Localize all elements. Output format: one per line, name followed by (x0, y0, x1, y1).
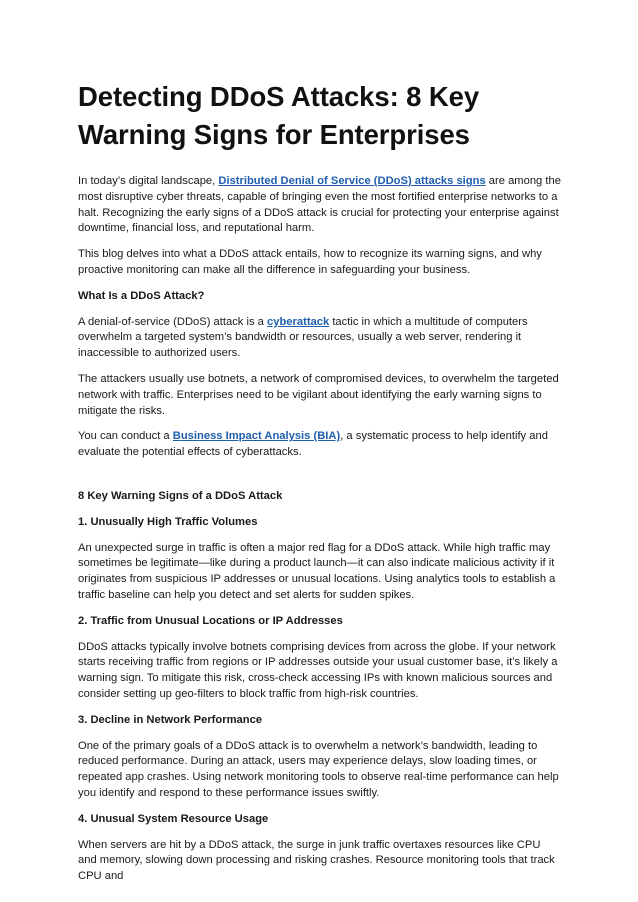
sign-4-heading: 4. Unusual System Resource Usage (78, 812, 269, 825)
bia-text-after-link: , a systematic process to help identify and evaluate the potential effects of cyberattacks. (78, 430, 548, 459)
section-spacer (78, 471, 562, 489)
intro-text-after-link: are among the most disruptive cyber threats, capable of bringing even the most fortified enterprise networks to a halt. Recognizing the early signs of a DDoS attack is crucial for protecting your enterprise against downtime, financial loss, and reputational harm. (78, 175, 561, 235)
intro-paragraph-2: This blog delves into what a DDoS attack entails, how to recognize its warning signs, and why proactive monitoring can make all the difference in safeguarding your business. (78, 248, 542, 276)
intro-text-before-link: In today’s digital landscape, (78, 175, 219, 187)
ddos-attacks-signs-link[interactable]: Distributed Denial of Service (DDoS) attacks signs (218, 175, 486, 187)
cyberattack-link[interactable]: cyberattack (267, 315, 330, 328)
what-is-text-after-link: tactic in which a multitude of computers overwhelm a targeted system’s bandwidth or resources, usually a web server, rendering it inaccessible to authorized users. (78, 315, 528, 360)
what-is-paragraph-2: The attackers usually use botnets, a network of compromised devices, to overwhelm the targeted network with traffic. Enterprises need to be vigilant about identifying the early warning signs to mitigate the risks. (78, 372, 559, 417)
what-is-text-before-link: A denial-of-service (DDoS) attack is a (78, 315, 268, 328)
intro-paragraph-1 (78, 174, 562, 237)
business-impact-analysis-link[interactable]: Business Impact Analysis (BIA) (172, 430, 341, 443)
sign-3-heading: 3. Decline in Network Performance (78, 713, 263, 726)
sign-1-text: An unexpected surge in traffic is often a major red flag for a DDoS attack. While high traffic may sometimes be legitimate—like during a product launch—it can also indicate malicious activity if it originates from suspicious IP addresses or unusual locations. Using analytics tools to establish a traffic baseline can help you detect and set alerts for sudden spikes. (78, 541, 556, 601)
what-is-paragraph-3 (78, 429, 562, 461)
sign-2-text: DDoS attacks typically involve botnets comprising devices from across the globe. If your network starts receiving traffic from regions or IP addresses outside your usual customer base, it’s likely a warning sign. To mitigate this risk, cross-check accessing IPs with known malicious sources and consider setting up geo-filters to block traffic from high-risk countries. (78, 640, 558, 700)
page-title: Detecting DDoS Attacks: 8 Key Warning Signs for Enterprises (78, 81, 480, 150)
what-is-heading: What Is a DDoS Attack? (78, 289, 205, 302)
signs-heading: 8 Key Warning Signs of a DDoS Attack (78, 489, 283, 502)
sign-3-text: One of the primary goals of a DDoS attack is to overwhelm a network’s bandwidth, leading to reduced performance. During an attack, users may experience delays, slow loading times, or repeated app crashes. Using network monitoring tools to observe real-time performance can help you identify and respond to these performance issues swiftly. (78, 739, 559, 799)
sign-2-heading: 2. Traffic from Unusual Locations or IP Addresses (78, 614, 343, 627)
sign-4-text: When servers are hit by a DDoS attack, the surge in junk traffic overtaxes resources like CPU and memory, slowing down processing and risking crashes. Resource monitoring tools that track CPU and (78, 838, 555, 883)
what-is-paragraph-1 (78, 315, 562, 362)
sign-1-heading: 1. Unusually High Traffic Volumes (78, 515, 258, 528)
bia-text-before-link: You can conduct a (78, 430, 173, 443)
